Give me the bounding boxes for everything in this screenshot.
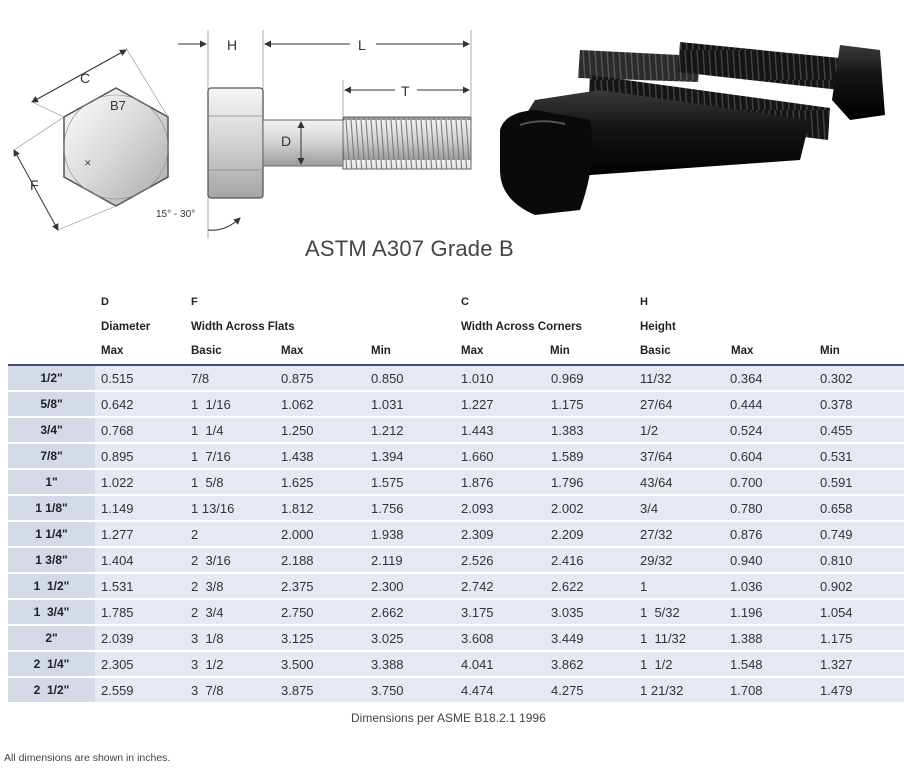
hex-head-top-view (64, 88, 168, 206)
cell-c-max: 1.443 (455, 418, 545, 442)
head-mark-label: B7 (110, 98, 126, 113)
cell-c-min: 3.449 (545, 626, 634, 650)
cell-f-min: 1.394 (365, 444, 455, 468)
cell-c-max: 2.742 (455, 574, 545, 598)
cell-h-min: 0.378 (814, 392, 904, 416)
header-h-max: Max (731, 345, 754, 357)
cell-h-max: 1.548 (724, 652, 814, 676)
cell-h-min: 0.455 (814, 418, 904, 442)
cell-f-min: 3.388 (365, 652, 455, 676)
cell-f-min: 1.212 (365, 418, 455, 442)
cell-c-max: 4.474 (455, 678, 545, 702)
header-h-symbol: H (640, 296, 648, 308)
header-h-basic: Basic (640, 345, 671, 357)
cell-size: 1 1/4" (8, 522, 95, 546)
header-d-name: Diameter (101, 321, 151, 333)
cell-h-basic: 29/32 (634, 548, 724, 572)
cell-size: 1" (8, 470, 95, 494)
cell-c-min: 4.275 (545, 678, 634, 702)
cell-f-max: 1.625 (275, 470, 365, 494)
cell-size: 3/4" (8, 418, 95, 442)
table-row (8, 366, 904, 390)
d-dimension-label: D (281, 133, 292, 149)
cell-h-min: 1.054 (814, 600, 904, 624)
cell-h-min: 1.175 (814, 626, 904, 650)
cell-f-basic: 2 3/4 (185, 600, 275, 624)
front-bolt (500, 75, 830, 215)
cell-c-max: 2.526 (455, 548, 545, 572)
page-title: ASTM A307 Grade B (305, 236, 514, 261)
cell-h-max: 1.388 (724, 626, 814, 650)
cell-d-max: 2.559 (95, 678, 185, 702)
cell-f-basic: 7/8 (185, 366, 275, 390)
cell-f-max: 1.438 (275, 444, 365, 468)
cell-d-max: 2.305 (95, 652, 185, 676)
cell-f-min: 1.575 (365, 470, 455, 494)
table-row (8, 574, 904, 598)
header-d-symbol: D (101, 296, 109, 308)
cell-size: 1 1/2" (8, 574, 95, 598)
cell-c-min: 0.969 (545, 366, 634, 390)
cell-f-min: 1.031 (365, 392, 455, 416)
cell-h-min: 0.902 (814, 574, 904, 598)
cell-h-basic: 1 1/2 (634, 652, 724, 676)
cell-f-max: 2.000 (275, 522, 365, 546)
cell-c-max: 3.175 (455, 600, 545, 624)
cell-h-basic: 27/32 (634, 522, 724, 546)
cell-size: 5/8" (8, 392, 95, 416)
cell-d-max: 0.515 (95, 366, 185, 390)
table-row (8, 444, 904, 468)
cell-h-min: 0.749 (814, 522, 904, 546)
cell-c-max: 3.608 (455, 626, 545, 650)
cell-h-max: 0.524 (724, 418, 814, 442)
cell-f-max: 0.875 (275, 366, 365, 390)
cell-f-basic: 3 7/8 (185, 678, 275, 702)
header-c-max: Max (461, 345, 484, 357)
cell-d-max: 2.039 (95, 626, 185, 650)
cell-f-basic: 3 1/8 (185, 626, 275, 650)
cell-c-min: 2.416 (545, 548, 634, 572)
cell-h-basic: 1 21/32 (634, 678, 724, 702)
cell-c-min: 1.589 (545, 444, 634, 468)
cell-f-min: 1.756 (365, 496, 455, 520)
cell-size: 1/2" (8, 366, 95, 390)
units-footnote: All dimensions are shown in inches. (4, 752, 171, 764)
header-h-min: Min (820, 345, 840, 357)
table-row (8, 470, 904, 494)
cell-f-max: 3.125 (275, 626, 365, 650)
cell-c-max: 2.093 (455, 496, 545, 520)
manufacturer-mark-icon: ✕ (84, 158, 92, 168)
cell-d-max: 1.022 (95, 470, 185, 494)
table-row (8, 600, 904, 624)
h-dimension-label: H (227, 37, 238, 53)
cell-f-basic: 1 1/16 (185, 392, 275, 416)
cell-f-min: 1.938 (365, 522, 455, 546)
cell-h-basic: 1 5/32 (634, 600, 724, 624)
cell-d-max: 1.149 (95, 496, 185, 520)
cell-f-min: 3.025 (365, 626, 455, 650)
cell-h-max: 0.780 (724, 496, 814, 520)
cell-d-max: 0.768 (95, 418, 185, 442)
cell-h-basic: 1 11/32 (634, 626, 724, 650)
cell-h-basic: 1 (634, 574, 724, 598)
cell-f-max: 1.812 (275, 496, 365, 520)
cell-d-max: 0.642 (95, 392, 185, 416)
cell-f-basic: 2 (185, 522, 275, 546)
cell-f-basic: 1 7/16 (185, 444, 275, 468)
cell-f-max: 2.375 (275, 574, 365, 598)
cell-d-max: 1.404 (95, 548, 185, 572)
cell-h-min: 1.479 (814, 678, 904, 702)
bolt-dimension-diagram (0, 0, 480, 240)
cell-c-max: 1.227 (455, 392, 545, 416)
cell-c-min: 2.622 (545, 574, 634, 598)
cell-f-basic: 1 1/4 (185, 418, 275, 442)
cell-size: 1 3/8" (8, 548, 95, 572)
cell-h-basic: 1/2 (634, 418, 724, 442)
cell-f-basic: 2 3/16 (185, 548, 275, 572)
cell-size: 2" (8, 626, 95, 650)
f-dimension-label: F (30, 177, 39, 193)
header-d-max: Max (101, 345, 124, 357)
bolt-product-photo (480, 20, 900, 220)
cell-size: 2 1/4" (8, 652, 95, 676)
dimension-table (8, 364, 904, 704)
cell-f-basic: 2 3/8 (185, 574, 275, 598)
cell-f-basic: 1 5/8 (185, 470, 275, 494)
cell-f-max: 1.062 (275, 392, 365, 416)
table-row (8, 418, 904, 442)
cell-size: 1 1/8" (8, 496, 95, 520)
cell-d-max: 0.895 (95, 444, 185, 468)
l-dimension-label: L (358, 37, 366, 53)
cell-c-min: 3.035 (545, 600, 634, 624)
table-row (8, 626, 904, 650)
c-dimension-label: C (80, 70, 91, 86)
cell-h-max: 0.604 (724, 444, 814, 468)
header-c-min: Min (550, 345, 570, 357)
cell-c-max: 1.010 (455, 366, 545, 390)
cell-f-basic: 3 1/2 (185, 652, 275, 676)
header-h-name: Height (640, 321, 676, 333)
cell-h-min: 0.658 (814, 496, 904, 520)
header-f-max: Max (281, 345, 304, 357)
cell-h-max: 0.364 (724, 366, 814, 390)
cell-h-basic: 11/32 (634, 366, 724, 390)
header-f-symbol: F (191, 296, 198, 308)
cell-h-max: 0.444 (724, 392, 814, 416)
cell-f-max: 1.250 (275, 418, 365, 442)
angle-arc (208, 218, 240, 230)
cell-d-max: 1.277 (95, 522, 185, 546)
cell-d-max: 1.531 (95, 574, 185, 598)
cell-h-max: 0.700 (724, 470, 814, 494)
bolt-side-view (208, 88, 471, 198)
cell-h-min: 0.810 (814, 548, 904, 572)
table-row (8, 392, 904, 416)
table-row (8, 652, 904, 676)
t-dimension-label: T (401, 83, 410, 99)
cell-c-max: 1.660 (455, 444, 545, 468)
cell-h-min: 1.327 (814, 652, 904, 676)
cell-h-basic: 27/64 (634, 392, 724, 416)
header-f-basic: Basic (191, 345, 222, 357)
header-c-name: Width Across Corners (461, 321, 582, 333)
cell-d-max: 1.785 (95, 600, 185, 624)
cell-f-min: 2.300 (365, 574, 455, 598)
cell-h-min: 0.591 (814, 470, 904, 494)
cell-f-min: 0.850 (365, 366, 455, 390)
cell-c-min: 1.796 (545, 470, 634, 494)
cell-h-max: 1.036 (724, 574, 814, 598)
cell-size: 1 3/4" (8, 600, 95, 624)
cell-c-max: 1.876 (455, 470, 545, 494)
cell-c-max: 4.041 (455, 652, 545, 676)
header-f-min: Min (371, 345, 391, 357)
table-row (8, 496, 904, 520)
cell-f-basic: 1 13/16 (185, 496, 275, 520)
cell-h-basic: 43/64 (634, 470, 724, 494)
cell-c-min: 1.383 (545, 418, 634, 442)
table-row (8, 522, 904, 546)
cell-h-basic: 37/64 (634, 444, 724, 468)
table-row (8, 548, 904, 572)
cell-h-max: 1.196 (724, 600, 814, 624)
header-f-name: Width Across Flats (191, 321, 295, 333)
cell-h-max: 1.708 (724, 678, 814, 702)
cell-size: 2 1/2" (8, 678, 95, 702)
table-row (8, 678, 904, 702)
cell-c-max: 2.309 (455, 522, 545, 546)
cell-h-max: 0.940 (724, 548, 814, 572)
cell-h-basic: 3/4 (634, 496, 724, 520)
cell-f-min: 3.750 (365, 678, 455, 702)
header-c-symbol: C (461, 296, 469, 308)
table-body (8, 366, 904, 702)
cell-size: 7/8" (8, 444, 95, 468)
angle-label: 15° - 30° (156, 209, 196, 220)
cell-c-min: 2.209 (545, 522, 634, 546)
cell-f-min: 2.119 (365, 548, 455, 572)
cell-f-min: 2.662 (365, 600, 455, 624)
cell-h-min: 0.302 (814, 366, 904, 390)
cell-f-max: 2.188 (275, 548, 365, 572)
cell-c-min: 1.175 (545, 392, 634, 416)
cell-c-min: 2.002 (545, 496, 634, 520)
cell-h-min: 0.531 (814, 444, 904, 468)
cell-f-max: 2.750 (275, 600, 365, 624)
cell-c-min: 3.862 (545, 652, 634, 676)
cell-f-max: 3.500 (275, 652, 365, 676)
standard-footnote: Dimensions per ASME B18.2.1 1996 (351, 711, 546, 725)
cell-h-max: 0.876 (724, 522, 814, 546)
cell-f-max: 3.875 (275, 678, 365, 702)
